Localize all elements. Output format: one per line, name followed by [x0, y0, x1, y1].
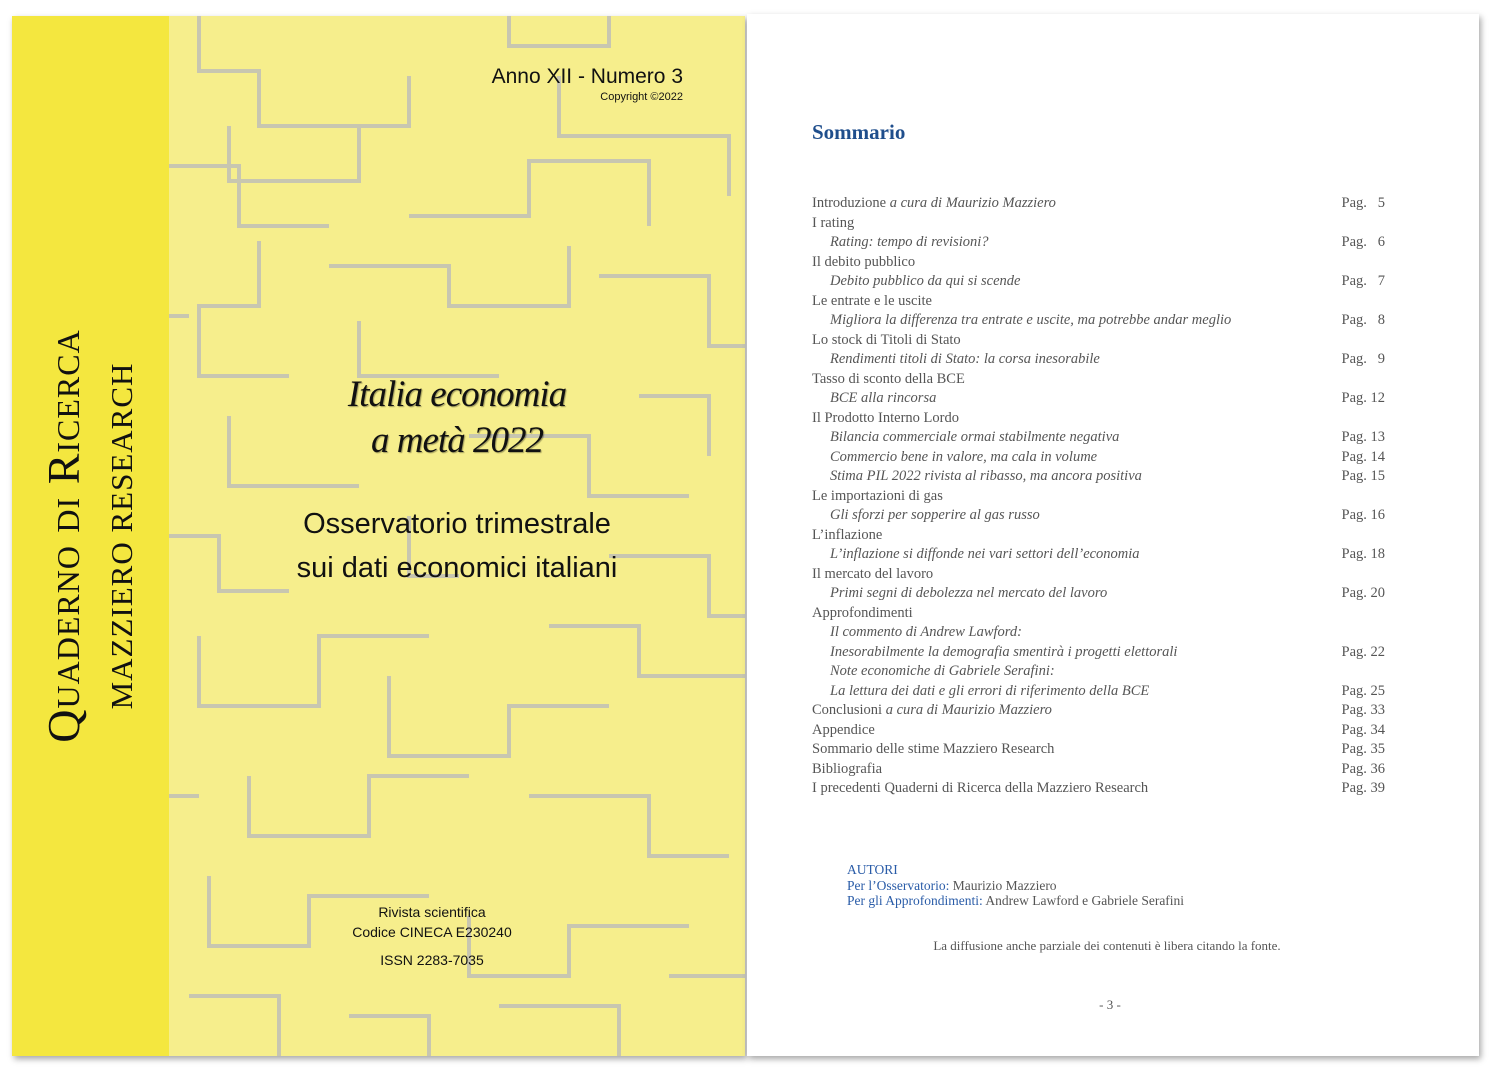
toc-entry-title: Lo stock di Titoli di Stato	[812, 331, 961, 348]
cover-title	[169, 372, 745, 464]
toc-entry-page: Pag. 9	[1341, 351, 1385, 367]
authors-insights-line	[847, 893, 1184, 909]
toc-entry[interactable]	[812, 389, 1387, 409]
toc-entry-title: Bibliografia	[812, 760, 883, 777]
cover-subtitle-line1: Osservatorio trimestrale	[303, 508, 611, 540]
journal-type: Rivista scientifica	[378, 904, 486, 920]
toc-entry[interactable]	[812, 409, 1387, 429]
authors-insights-value: Andrew Lawford e Gabriele Serafini	[985, 893, 1185, 908]
toc-entry-title: BCE alla rincorsa	[830, 390, 937, 406]
toc-entry-page: Pag. 36	[1341, 760, 1385, 777]
toc-entry-title: Primi segni di debolezza nel mercato del lavoro	[830, 585, 1108, 601]
toc-entry-title: Sommario delle stime Mazziero Research	[812, 741, 1055, 757]
authors-observatory-label: Per l’Osservatorio:	[847, 877, 950, 893]
toc-entry-title: La lettura dei dati e gli errori di riferimento della BCE	[830, 682, 1150, 699]
authors-heading: AUTORI	[847, 862, 898, 877]
authors-observatory-value: Maurizio Mazziero	[952, 877, 1057, 893]
toc-entry[interactable]	[812, 740, 1387, 760]
toc-entry[interactable]	[812, 760, 1387, 780]
toc-entry[interactable]	[812, 331, 1387, 351]
toc-list	[812, 194, 1387, 799]
toc-entry-title: Rating: tempo di revisioni?	[830, 234, 989, 250]
cover-title-line1: Italia economia	[347, 374, 567, 415]
toc-entry[interactable]	[812, 448, 1387, 468]
cover-title-line2: a metà 2022	[371, 420, 543, 461]
toc-entry[interactable]	[812, 526, 1387, 546]
toc-entry[interactable]	[812, 779, 1387, 799]
toc-entry-title: Il Prodotto Interno Lordo	[812, 409, 959, 426]
cover-subtitle	[169, 502, 745, 590]
toc-entry-title: Tasso di sconto della BCE	[812, 370, 965, 387]
cineca-code: Codice CINECA E230240	[352, 924, 512, 940]
toc-entry-title: Il commento di Andrew Lawford:	[830, 624, 1022, 640]
toc-entry[interactable]	[812, 701, 1387, 721]
toc-entry-title: Debito pubblico da qui si scende	[830, 273, 1021, 289]
toc-entry-title: Introduzione	[812, 195, 887, 211]
toc-entry-page: Pag. 35	[1341, 741, 1385, 757]
cover-page	[12, 16, 745, 1056]
toc-entry-title: Note economiche di Gabriele Serafini:	[830, 663, 1055, 679]
toc-entry[interactable]	[812, 233, 1387, 253]
authors-observatory-line	[847, 878, 1184, 894]
issue-number: Anno XII - Numero 3	[491, 65, 683, 88]
toc-entry-title: Commercio bene in valore, ma cala in volume	[830, 448, 1098, 465]
toc-entry-title: I precedenti Quaderni di Ricerca della Mazziero Research	[812, 780, 1149, 796]
publication-info	[169, 902, 695, 970]
toc-entry[interactable]	[812, 662, 1387, 682]
toc-entry[interactable]	[812, 370, 1387, 390]
toc-entry[interactable]	[812, 292, 1387, 312]
toc-entry-title: Le importazioni di gas	[812, 487, 943, 504]
page-number: - 3 -	[1099, 997, 1121, 1012]
toc-entry[interactable]	[812, 487, 1387, 507]
toc-heading: Sommario	[812, 120, 906, 144]
toc-entry-title: Bilancia commerciale ormai stabilmente negativa	[830, 429, 1120, 445]
toc-entry-title: Le entrate e le uscite	[812, 292, 932, 309]
toc-entry-page: Pag. 13	[1341, 429, 1385, 445]
toc-entry-title: Inesorabilmente la demografia smentirà i progetti elettorali	[830, 643, 1178, 660]
toc-entry[interactable]	[812, 272, 1387, 292]
toc-entry[interactable]	[812, 643, 1387, 663]
toc-page	[747, 14, 1479, 1056]
toc-entry-page: Pag. 16	[1341, 507, 1385, 523]
authors-insights-label: Per gli Approfondimenti:	[847, 893, 983, 908]
toc-entry[interactable]	[812, 350, 1387, 370]
toc-entry-title: Il debito pubblico	[812, 253, 916, 270]
toc-entry-title: Il mercato del lavoro	[812, 565, 934, 582]
toc-entry-page: Pag. 39	[1341, 780, 1385, 796]
toc-entry[interactable]	[812, 428, 1387, 448]
toc-entry-page: Pag. 34	[1341, 721, 1385, 738]
spine-subtitle: MAZZIERO RESEARCH	[104, 362, 139, 710]
authors-block	[847, 862, 1184, 909]
toc-entry-page: Pag. 15	[1341, 468, 1385, 484]
issue-info	[492, 64, 683, 104]
toc-entry-title: L’inflazione	[812, 526, 883, 543]
cover-subtitle-line2: sui dati economici italiani	[296, 552, 618, 584]
toc-entry-title: Approfondimenti	[812, 604, 913, 621]
toc-entry-page: Pag. 7	[1341, 273, 1385, 289]
toc-entry[interactable]	[812, 467, 1387, 487]
toc-entry-page: Pag. 5	[1341, 195, 1385, 211]
toc-entry[interactable]	[812, 623, 1387, 643]
toc-entry-page: Pag. 25	[1341, 682, 1385, 699]
toc-entry-page: Pag. 6	[1341, 234, 1385, 250]
toc-entry[interactable]	[812, 214, 1387, 234]
toc-entry-title: Conclusioni	[812, 702, 883, 718]
toc-entry-page: Pag. 12	[1341, 390, 1385, 406]
toc-entry-page: Pag. 20	[1341, 585, 1385, 601]
toc-entry[interactable]	[812, 506, 1387, 526]
toc-entry[interactable]	[812, 311, 1387, 331]
toc-entry[interactable]	[812, 604, 1387, 624]
spine	[12, 16, 169, 1056]
copyright: Copyright ©2022	[600, 91, 683, 103]
toc-entry-title: I rating	[812, 214, 855, 231]
toc-entry[interactable]	[812, 565, 1387, 585]
toc-entry[interactable]	[812, 682, 1387, 702]
toc-entry-title: Migliora la differenza tra entrate e uscite, ma potrebbe andar meglio	[830, 312, 1232, 328]
toc-entry-page: Pag. 22	[1341, 643, 1385, 660]
toc-entry-title: Gli sforzi per sopperire al gas russo	[830, 507, 1040, 523]
toc-entry-page: Pag. 8	[1341, 312, 1385, 328]
toc-entry-page: Pag. 33	[1341, 702, 1385, 718]
toc-entry[interactable]	[812, 721, 1387, 741]
toc-entry-title: Appendice	[812, 721, 875, 738]
spine-text-block	[36, 329, 144, 742]
toc-entry[interactable]	[812, 545, 1387, 565]
toc-entry-page: Pag. 14	[1341, 448, 1385, 465]
toc-entry[interactable]	[812, 584, 1387, 604]
toc-entry-page: Pag. 18	[1341, 546, 1385, 562]
toc-entry-author: a cura di Maurizio Mazziero	[889, 195, 1056, 211]
spine-title: Quaderno di Ricerca	[38, 329, 89, 743]
toc-entry-title: Stima PIL 2022 rivista al ribasso, ma ancora positiva	[830, 468, 1142, 484]
issn: ISSN 2283-7035	[380, 952, 484, 968]
toc-entry-author: a cura di Maurizio Mazziero	[885, 702, 1052, 718]
footer-note: La diffusione anche parziale dei contenuti è libera citando la fonte.	[933, 938, 1281, 953]
toc-entry[interactable]	[812, 253, 1387, 273]
toc-entry-title: Rendimenti titoli di Stato: la corsa inesorabile	[830, 351, 1100, 367]
toc-entry-title: L’inflazione si diffonde nei vari settori dell’economia	[830, 546, 1140, 562]
toc-entry[interactable]	[812, 194, 1387, 214]
